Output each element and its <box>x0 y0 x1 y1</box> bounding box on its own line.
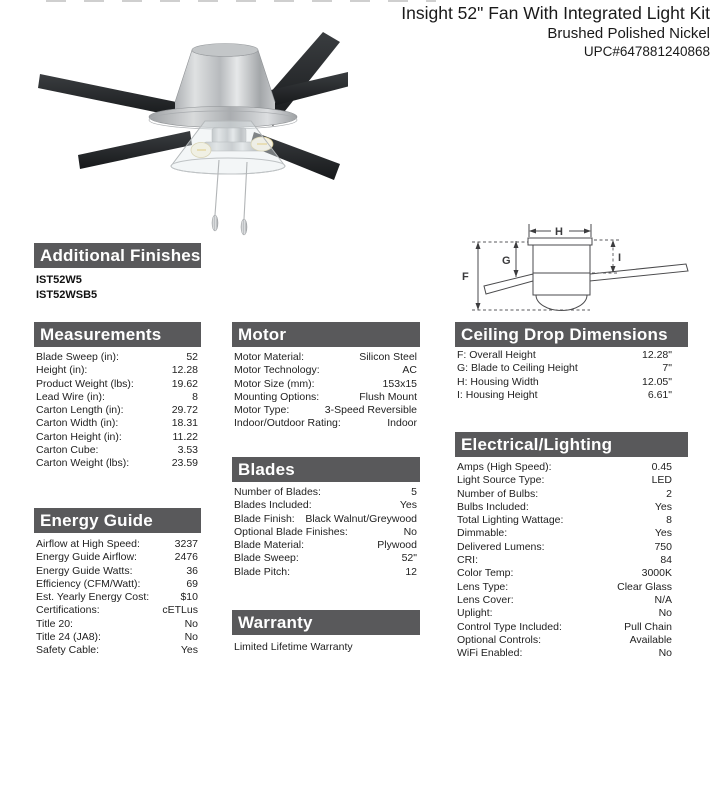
spec-value: Pull Chain <box>624 620 672 633</box>
spec-label: Airflow at High Speed: <box>36 538 140 550</box>
section-header-additional-finishes: Additional Finishes <box>34 243 201 268</box>
spec-value: 29.72 <box>171 404 198 417</box>
cropped-text-artifact <box>46 0 436 2</box>
spec-label: Amps (High Speed): <box>457 461 552 473</box>
spec-label: Delivered Lumens: <box>457 540 545 553</box>
spec-row <box>455 501 688 514</box>
section-header-blades: Blades <box>232 457 420 482</box>
section-ceiling-drop-dimensions <box>455 322 688 402</box>
spec-row <box>232 513 420 526</box>
section-motor <box>232 322 420 431</box>
dimension-diagram <box>458 218 716 316</box>
spec-label: CRI: <box>457 554 478 567</box>
spec-label: Certifications: <box>36 604 100 617</box>
spec-row <box>455 527 688 540</box>
spec-row <box>455 362 688 375</box>
spec-row <box>34 444 201 457</box>
section-blades <box>232 457 420 579</box>
spec-value: No <box>658 647 672 660</box>
spec-row <box>34 351 201 364</box>
spec-row <box>232 552 420 565</box>
spec-value: 19.62 <box>171 377 198 390</box>
finish-subtitle: Brushed Polished Nickel <box>547 25 710 42</box>
section-header-motor: Motor <box>232 322 420 347</box>
spec-row <box>34 378 201 391</box>
dim-label-i: I <box>618 252 622 264</box>
spec-row <box>232 499 420 512</box>
spec-row <box>34 618 201 631</box>
section-electrical-lighting <box>455 432 688 660</box>
spec-label: Carton Length (in): <box>36 404 124 417</box>
spec-row <box>34 364 201 377</box>
spec-row <box>455 488 688 501</box>
spec-row <box>232 378 420 391</box>
motor-table <box>232 347 420 431</box>
spec-value: Black Walnut/Greywood <box>305 512 417 525</box>
spec-row <box>34 591 201 604</box>
section-header-electrical-lighting: Electrical/Lighting <box>455 432 688 457</box>
page-title: Insight 52" Fan With Integrated Light Kit <box>401 3 710 23</box>
spec-value: 2 <box>666 487 672 500</box>
spec-label: Motor Type: <box>234 404 290 417</box>
dim-label-g: G <box>502 255 511 267</box>
spec-row <box>34 417 201 430</box>
spec-value: Yes <box>654 500 672 513</box>
spec-value: Silicon Steel <box>359 351 417 363</box>
spec-value: 8 <box>666 514 672 527</box>
spec-value: 18.31 <box>171 417 198 430</box>
spec-row <box>455 634 688 647</box>
spec-value: $10 <box>180 591 198 604</box>
spec-value: 0.45 <box>651 461 672 473</box>
spec-value: Yes <box>180 644 198 657</box>
spec-row <box>455 389 688 402</box>
spec-label: Motor Size (mm): <box>234 377 315 390</box>
pull-chain-fob <box>241 219 247 235</box>
fan-hub <box>175 50 275 110</box>
spec-label: H: Housing Width <box>457 375 539 388</box>
spec-label: Color Temp: <box>457 567 514 580</box>
measurements-table <box>34 347 201 471</box>
spec-value: 3-Speed Reversible <box>324 404 417 417</box>
section-header-measurements: Measurements <box>34 322 201 347</box>
spec-row <box>34 565 201 578</box>
spec-row <box>34 604 201 617</box>
spec-row <box>232 417 420 430</box>
spec-value: 23.59 <box>171 457 198 470</box>
spec-row <box>232 351 420 364</box>
finish-item: IST52W5 <box>36 274 82 286</box>
spec-value: 8 <box>192 390 198 403</box>
spec-label: Lens Cover: <box>457 593 514 606</box>
spec-value: AC <box>402 364 417 377</box>
spec-value: 3000K <box>641 567 672 580</box>
spec-row <box>455 541 688 554</box>
spec-row <box>455 607 688 620</box>
spec-value: 3.53 <box>177 444 198 457</box>
spec-label: Carton Cube: <box>36 444 99 457</box>
spec-row <box>232 364 420 377</box>
spec-label: Carton Width (in): <box>36 417 119 430</box>
spec-row <box>232 486 420 499</box>
spec-row <box>455 647 688 660</box>
spec-row <box>34 431 201 444</box>
spec-label: F: Overall Height <box>457 349 536 361</box>
spec-label: Bulbs Included: <box>457 500 529 513</box>
spec-row <box>232 391 420 404</box>
spec-label: Blade Pitch: <box>234 565 291 578</box>
spec-label: Blade Finish: <box>234 512 295 525</box>
spec-value: Available <box>629 633 672 646</box>
spec-value: No <box>658 607 672 620</box>
spec-value: 52" <box>401 552 417 565</box>
spec-label: Number of Blades: <box>234 486 321 498</box>
spec-value: 153x15 <box>382 377 417 390</box>
spec-value: No <box>403 525 417 538</box>
spec-row <box>455 461 688 474</box>
spec-row <box>34 578 201 591</box>
spec-label: Efficiency (CFM/Watt): <box>36 577 141 590</box>
spec-label: Blades Included: <box>234 499 312 512</box>
spec-value: Plywood <box>377 539 417 552</box>
ceiling-drop-table <box>455 347 688 402</box>
spec-label: Carton Weight (lbs): <box>36 457 130 470</box>
spec-value: Clear Glass <box>617 580 672 593</box>
spec-label: Carton Height (in): <box>36 430 122 443</box>
spec-value: 5 <box>411 486 417 498</box>
spec-row <box>34 644 201 657</box>
spec-label: Safety Cable: <box>36 644 100 657</box>
spec-value: Yes <box>654 527 672 540</box>
spec-label: Title 24 (JA8): <box>36 631 101 644</box>
spec-row <box>34 391 201 404</box>
spec-value: No <box>184 617 198 630</box>
fan-hub-top <box>192 44 258 57</box>
spec-row <box>34 551 201 564</box>
spec-value: 12.28" <box>641 349 672 361</box>
spec-value: 12 <box>405 565 417 578</box>
spec-label: Energy Guide Airflow: <box>36 551 137 564</box>
section-additional-finishes <box>34 243 201 303</box>
upc-code: UPC#647881240868 <box>583 44 710 59</box>
spec-row <box>232 539 420 552</box>
spec-label: Total Lighting Wattage: <box>457 514 564 527</box>
spec-value: Yes <box>399 499 417 512</box>
title-block <box>401 3 710 60</box>
spec-value: 3237 <box>174 538 198 550</box>
spec-value: Indoor <box>387 417 417 430</box>
spec-label: Lens Type: <box>457 580 509 593</box>
spec-label: Title 20: <box>36 617 73 630</box>
spec-value: No <box>184 631 198 644</box>
spec-label: Optional Blade Finishes: <box>234 525 348 538</box>
spec-value: 750 <box>654 540 672 553</box>
spec-label: Est. Yearly Energy Cost: <box>36 591 150 604</box>
spec-row <box>455 349 688 362</box>
spec-row <box>455 514 688 527</box>
finish-item: IST52WSB5 <box>36 289 98 301</box>
spec-value: LED <box>651 474 672 487</box>
spec-label: Indoor/Outdoor Rating: <box>234 417 341 430</box>
dim-label-h: H <box>555 226 563 238</box>
spec-label: Energy Guide Watts: <box>36 564 133 577</box>
spec-row <box>34 404 201 417</box>
spec-row <box>455 376 688 389</box>
spec-row <box>34 457 201 470</box>
spec-label: G: Blade to Ceiling Height <box>457 362 578 375</box>
spec-row <box>232 526 420 539</box>
spec-row <box>232 404 420 417</box>
section-header-warranty: Warranty <box>232 610 420 635</box>
dim-label-f: F <box>462 271 469 283</box>
spec-value: 2476 <box>174 551 198 564</box>
spec-label: Control Type Included: <box>457 620 562 633</box>
spec-row <box>34 538 201 551</box>
spec-row <box>455 567 688 580</box>
spec-value: 52 <box>186 351 198 363</box>
pull-chain-fob <box>212 215 218 231</box>
spec-label: Number of Bulbs: <box>457 487 539 500</box>
spec-label: Blade Sweep: <box>234 552 299 565</box>
spec-row <box>455 554 688 567</box>
spec-label: Dimmable: <box>457 527 508 540</box>
spec-label: Height (in): <box>36 364 88 377</box>
section-warranty <box>232 610 420 653</box>
section-header-ceiling-drop-dimensions: Ceiling Drop Dimensions <box>455 322 688 347</box>
spec-value: 69 <box>186 577 198 590</box>
spec-label: Product Weight (lbs): <box>36 377 134 390</box>
blades-table <box>232 482 420 579</box>
finish-list <box>34 268 201 303</box>
spec-value: 12.05" <box>641 375 672 388</box>
energy-guide-table <box>34 533 201 658</box>
spec-label: WiFi Enabled: <box>457 647 523 660</box>
spec-row <box>232 566 420 579</box>
product-image <box>18 14 348 239</box>
section-header-energy-guide: Energy Guide <box>34 508 201 533</box>
spec-value: 36 <box>186 564 198 577</box>
spec-value: N/A <box>654 593 672 606</box>
section-energy-guide <box>34 508 201 658</box>
spec-value: Flush Mount <box>359 390 417 403</box>
spec-label: Motor Material: <box>234 351 305 363</box>
spec-label: Optional Controls: <box>457 633 542 646</box>
glass-bowl <box>171 121 285 174</box>
spec-row <box>455 621 688 634</box>
spec-label: Uplight: <box>457 607 493 620</box>
section-measurements <box>34 322 201 471</box>
spec-value: 11.22 <box>172 430 198 443</box>
spec-label: I: Housing Height <box>457 388 538 401</box>
spec-label: Light Source Type: <box>457 474 545 487</box>
spec-row <box>455 594 688 607</box>
warranty-text: Limited Lifetime Warranty <box>234 641 353 653</box>
spec-value: 6.61" <box>647 388 672 401</box>
spec-row <box>455 474 688 487</box>
spec-value: cETLus <box>162 604 198 617</box>
electrical-lighting-table <box>455 457 688 660</box>
spec-value: 7" <box>662 362 672 375</box>
spec-label: Blade Sweep (in): <box>36 351 119 363</box>
spec-label: Blade Material: <box>234 539 305 552</box>
spec-row <box>455 581 688 594</box>
spec-label: Mounting Options: <box>234 390 320 403</box>
spec-row <box>34 631 201 644</box>
spec-label: Motor Technology: <box>234 364 320 377</box>
spec-value: 84 <box>660 554 672 567</box>
spec-value: 12.28 <box>171 364 198 377</box>
spec-label: Lead Wire (in): <box>36 390 105 403</box>
